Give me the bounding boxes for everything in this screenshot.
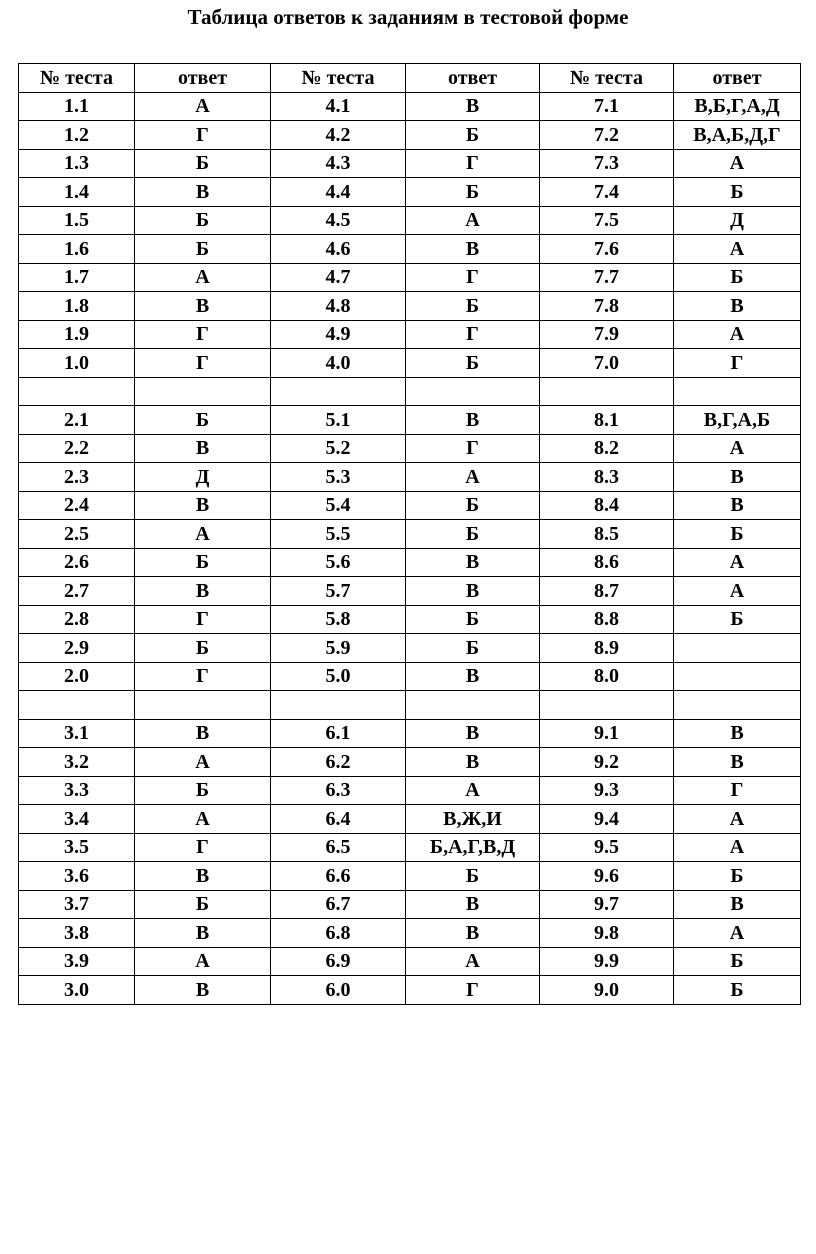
cell-answer: В: [135, 434, 271, 463]
cell-answer: Б: [406, 862, 540, 891]
cell-test-number: 6.4: [271, 805, 406, 834]
cell-answer: В: [135, 491, 271, 520]
cell-test-number: 8.4: [540, 491, 674, 520]
cell-answer: А: [135, 520, 271, 549]
cell-answer: Г: [406, 976, 540, 1005]
table-row: [19, 577, 801, 606]
table-row: [19, 92, 801, 121]
cell-answer: [135, 377, 271, 406]
cell-answer: В,Ж,И: [406, 805, 540, 834]
cell-test-number: 8.0: [540, 662, 674, 691]
cell-test-number: 3.4: [19, 805, 135, 834]
cell-test-number: 5.5: [271, 520, 406, 549]
table-row: [19, 520, 801, 549]
cell-test-number: 8.3: [540, 463, 674, 492]
cell-answer: В: [135, 292, 271, 321]
cell-test-number: 3.3: [19, 776, 135, 805]
cell-answer: В: [406, 919, 540, 948]
cell-test-number: 9.8: [540, 919, 674, 948]
cell-answer: Б: [674, 520, 801, 549]
cell-test-number: 8.1: [540, 406, 674, 435]
cell-answer: Д: [674, 206, 801, 235]
cell-test-number: 2.3: [19, 463, 135, 492]
table-row: [19, 691, 801, 720]
cell-answer: [135, 691, 271, 720]
header-test-number-1: № теста: [19, 64, 135, 93]
cell-test-number: 9.0: [540, 976, 674, 1005]
cell-answer: Б: [406, 292, 540, 321]
cell-answer: В: [406, 719, 540, 748]
cell-test-number: 2.8: [19, 605, 135, 634]
header-answer-3: ответ: [674, 64, 801, 93]
cell-answer: Г: [135, 833, 271, 862]
cell-answer: Г: [406, 434, 540, 463]
cell-test-number: 1.4: [19, 178, 135, 207]
cell-answer: [674, 691, 801, 720]
cell-answer: А: [135, 92, 271, 121]
cell-answer: А: [674, 548, 801, 577]
table-row: [19, 149, 801, 178]
cell-test-number: 7.3: [540, 149, 674, 178]
cell-test-number: 6.6: [271, 862, 406, 891]
cell-test-number: 4.4: [271, 178, 406, 207]
cell-test-number: 5.1: [271, 406, 406, 435]
cell-answer: [674, 377, 801, 406]
cell-answer: Б: [406, 520, 540, 549]
cell-test-number: [271, 377, 406, 406]
table-row: [19, 292, 801, 321]
cell-test-number: 2.2: [19, 434, 135, 463]
cell-answer: [674, 662, 801, 691]
cell-test-number: 9.5: [540, 833, 674, 862]
cell-test-number: 3.7: [19, 890, 135, 919]
cell-test-number: 3.0: [19, 976, 135, 1005]
cell-answer: Б: [674, 178, 801, 207]
cell-test-number: 5.4: [271, 491, 406, 520]
cell-test-number: 7.7: [540, 263, 674, 292]
cell-test-number: 6.9: [271, 947, 406, 976]
cell-test-number: 3.9: [19, 947, 135, 976]
cell-answer: Б: [135, 548, 271, 577]
cell-answer: А: [135, 805, 271, 834]
cell-answer: В: [674, 463, 801, 492]
cell-test-number: 7.4: [540, 178, 674, 207]
table-row: [19, 349, 801, 378]
cell-test-number: 2.9: [19, 634, 135, 663]
cell-test-number: 1.1: [19, 92, 135, 121]
table-row: [19, 662, 801, 691]
cell-test-number: 4.2: [271, 121, 406, 150]
cell-test-number: 6.2: [271, 748, 406, 777]
cell-test-number: 7.1: [540, 92, 674, 121]
table-row: [19, 719, 801, 748]
cell-test-number: 7.8: [540, 292, 674, 321]
cell-test-number: 3.2: [19, 748, 135, 777]
cell-test-number: 4.1: [271, 92, 406, 121]
cell-answer: Г: [406, 263, 540, 292]
cell-test-number: 5.3: [271, 463, 406, 492]
cell-answer: Б: [135, 406, 271, 435]
cell-test-number: [271, 691, 406, 720]
cell-answer: Б: [674, 605, 801, 634]
cell-answer: В,Б,Г,А,Д: [674, 92, 801, 121]
cell-answer: В: [406, 748, 540, 777]
cell-test-number: 5.7: [271, 577, 406, 606]
cell-answer: В,Г,А,Б: [674, 406, 801, 435]
cell-answer: Д: [135, 463, 271, 492]
cell-test-number: 2.7: [19, 577, 135, 606]
cell-test-number: [19, 377, 135, 406]
cell-answer: В: [406, 92, 540, 121]
cell-test-number: 6.3: [271, 776, 406, 805]
cell-answer: Б: [406, 605, 540, 634]
cell-answer: В: [674, 748, 801, 777]
cell-answer: В: [674, 292, 801, 321]
cell-test-number: 1.3: [19, 149, 135, 178]
cell-answer: Б: [135, 149, 271, 178]
table-row: [19, 320, 801, 349]
cell-answer: В: [674, 491, 801, 520]
cell-test-number: 6.0: [271, 976, 406, 1005]
header-answer-1: ответ: [135, 64, 271, 93]
cell-test-number: 6.5: [271, 833, 406, 862]
cell-test-number: 9.7: [540, 890, 674, 919]
cell-test-number: 8.7: [540, 577, 674, 606]
cell-test-number: 1.2: [19, 121, 135, 150]
table-row: [19, 833, 801, 862]
cell-test-number: 4.7: [271, 263, 406, 292]
cell-test-number: 5.9: [271, 634, 406, 663]
cell-test-number: 7.2: [540, 121, 674, 150]
cell-answer: А: [135, 263, 271, 292]
cell-test-number: 7.6: [540, 235, 674, 264]
cell-answer: А: [674, 577, 801, 606]
cell-test-number: 5.8: [271, 605, 406, 634]
cell-answer: Б: [135, 206, 271, 235]
cell-test-number: 1.9: [19, 320, 135, 349]
cell-answer: А: [406, 776, 540, 805]
cell-answer: В: [135, 577, 271, 606]
cell-test-number: 1.0: [19, 349, 135, 378]
table-row: [19, 491, 801, 520]
cell-answer: В: [135, 919, 271, 948]
cell-answer: В: [406, 662, 540, 691]
cell-test-number: [19, 691, 135, 720]
cell-answer: Г: [674, 776, 801, 805]
table-row: [19, 890, 801, 919]
cell-answer: Г: [674, 349, 801, 378]
cell-test-number: 4.9: [271, 320, 406, 349]
cell-test-number: 1.8: [19, 292, 135, 321]
cell-answer: В: [406, 577, 540, 606]
table-row: [19, 463, 801, 492]
cell-test-number: 9.9: [540, 947, 674, 976]
cell-answer: [406, 691, 540, 720]
cell-answer: [406, 377, 540, 406]
cell-answer: Г: [406, 320, 540, 349]
cell-answer: Г: [135, 320, 271, 349]
cell-answer: В: [135, 719, 271, 748]
table-row: [19, 434, 801, 463]
table-row: [19, 263, 801, 292]
cell-answer: А: [674, 833, 801, 862]
cell-answer: Б: [674, 976, 801, 1005]
cell-answer: Б: [674, 862, 801, 891]
cell-answer: Г: [135, 349, 271, 378]
cell-test-number: 9.2: [540, 748, 674, 777]
cell-test-number: 4.0: [271, 349, 406, 378]
cell-answer: В: [135, 862, 271, 891]
cell-test-number: 1.7: [19, 263, 135, 292]
table-row: [19, 862, 801, 891]
cell-answer: В: [406, 548, 540, 577]
cell-test-number: 1.6: [19, 235, 135, 264]
table-row: [19, 548, 801, 577]
cell-answer: А: [674, 434, 801, 463]
cell-test-number: 7.0: [540, 349, 674, 378]
cell-answer: Б: [406, 491, 540, 520]
table-row: [19, 748, 801, 777]
cell-test-number: 3.5: [19, 833, 135, 862]
cell-test-number: 8.2: [540, 434, 674, 463]
cell-test-number: 9.4: [540, 805, 674, 834]
table-row: [19, 976, 801, 1005]
cell-answer: Б: [406, 634, 540, 663]
table-row: [19, 605, 801, 634]
cell-answer: В: [135, 178, 271, 207]
table-row: [19, 178, 801, 207]
header-answer-2: ответ: [406, 64, 540, 93]
cell-test-number: 8.8: [540, 605, 674, 634]
table-row: [19, 121, 801, 150]
cell-answer: А: [406, 947, 540, 976]
cell-test-number: 6.7: [271, 890, 406, 919]
cell-answer: А: [406, 463, 540, 492]
cell-test-number: 4.6: [271, 235, 406, 264]
cell-test-number: 2.1: [19, 406, 135, 435]
cell-answer: Г: [135, 121, 271, 150]
cell-answer: А: [674, 919, 801, 948]
cell-test-number: 8.6: [540, 548, 674, 577]
cell-answer: В,А,Б,Д,Г: [674, 121, 801, 150]
cell-answer: В: [406, 890, 540, 919]
table-row: [19, 947, 801, 976]
cell-test-number: [540, 377, 674, 406]
cell-test-number: 9.6: [540, 862, 674, 891]
cell-answer: А: [674, 149, 801, 178]
cell-answer: Б: [135, 235, 271, 264]
cell-test-number: 7.9: [540, 320, 674, 349]
table-row: [19, 377, 801, 406]
cell-test-number: 5.2: [271, 434, 406, 463]
cell-answer: Г: [406, 149, 540, 178]
cell-answer: А: [674, 805, 801, 834]
table-row: [19, 406, 801, 435]
cell-answer: В: [406, 235, 540, 264]
cell-answer: Б: [674, 263, 801, 292]
cell-answer: Г: [135, 662, 271, 691]
cell-answer: Б: [135, 890, 271, 919]
cell-answer: Б,А,Г,В,Д: [406, 833, 540, 862]
cell-answer: [674, 634, 801, 663]
table-row: [19, 776, 801, 805]
cell-answer: А: [406, 206, 540, 235]
table-row: [19, 919, 801, 948]
cell-answer: А: [674, 235, 801, 264]
cell-test-number: 6.1: [271, 719, 406, 748]
answers-table: [18, 63, 801, 1005]
header-test-number-3: № теста: [540, 64, 674, 93]
cell-answer: Б: [406, 349, 540, 378]
cell-test-number: 1.5: [19, 206, 135, 235]
cell-test-number: 2.4: [19, 491, 135, 520]
cell-answer: Б: [406, 178, 540, 207]
cell-answer: Б: [674, 947, 801, 976]
cell-test-number: [540, 691, 674, 720]
cell-answer: А: [674, 320, 801, 349]
cell-test-number: 4.8: [271, 292, 406, 321]
cell-test-number: 5.0: [271, 662, 406, 691]
cell-test-number: 3.6: [19, 862, 135, 891]
cell-test-number: 4.5: [271, 206, 406, 235]
answers-table-body: [19, 92, 801, 1004]
cell-answer: А: [135, 947, 271, 976]
cell-answer: Б: [135, 634, 271, 663]
table-row: [19, 805, 801, 834]
cell-answer: В: [674, 719, 801, 748]
cell-test-number: 7.5: [540, 206, 674, 235]
cell-test-number: 6.8: [271, 919, 406, 948]
cell-test-number: 8.5: [540, 520, 674, 549]
table-header-row: [19, 64, 801, 93]
table-row: [19, 206, 801, 235]
cell-answer: В: [135, 976, 271, 1005]
cell-test-number: 9.3: [540, 776, 674, 805]
page-title: Таблица ответов к заданиям в тестовой форме: [187, 5, 629, 29]
cell-test-number: 3.1: [19, 719, 135, 748]
cell-answer: Б: [406, 121, 540, 150]
table-row: [19, 634, 801, 663]
cell-answer: Б: [135, 776, 271, 805]
table-row: [19, 235, 801, 264]
cell-answer: В: [406, 406, 540, 435]
cell-answer: Г: [135, 605, 271, 634]
cell-test-number: 2.5: [19, 520, 135, 549]
cell-test-number: 8.9: [540, 634, 674, 663]
cell-answer: А: [135, 748, 271, 777]
cell-test-number: 2.6: [19, 548, 135, 577]
header-test-number-2: № теста: [271, 64, 406, 93]
cell-test-number: 9.1: [540, 719, 674, 748]
cell-test-number: 2.0: [19, 662, 135, 691]
cell-answer: В: [674, 890, 801, 919]
cell-test-number: 5.6: [271, 548, 406, 577]
cell-test-number: 4.3: [271, 149, 406, 178]
cell-test-number: 3.8: [19, 919, 135, 948]
